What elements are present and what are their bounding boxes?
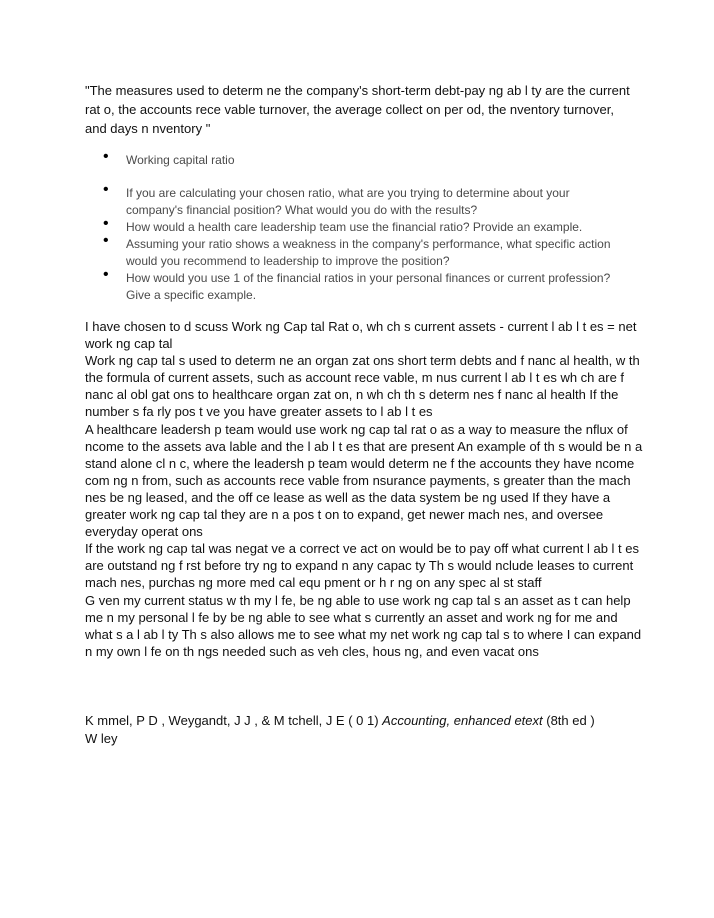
reference-citation [85, 712, 645, 748]
list-item [100, 266, 620, 304]
citation-publisher: W ley [85, 731, 118, 746]
bullet-icon: • [103, 266, 109, 283]
citation-edition: (8th ed ) [542, 713, 595, 728]
list-item [100, 148, 620, 169]
body-paragraph: I have chosen to d scuss Work ng Cap tal Rat o, wh ch s current assets - current l ab l t es = net work ng cap tal [85, 319, 637, 352]
bullet-icon: • [103, 181, 109, 198]
list-item-text: How would you use 1 of the financial ratios in your personal finances or current profession? Give a specific example. [126, 271, 611, 302]
list-item-text: How would a health care leadership team use the financial ratio? Provide an example. [126, 220, 583, 234]
citation-authors: K mmel, P D , Weygandt, J J , & M tchell, J E ( 0 1) [85, 713, 383, 728]
quote-text-end: and days n nventory " [85, 121, 211, 136]
body-paragraph: G ven my current status w th my l fe, be ng able to use work ng cap tal s an asset as t can help me n my personal l fe by be ng able to see what s currently an asset and work ng for me and what s a l ab l ty Th s also allows me to see what my net work ng cap tal s to where I can expand n my own l fe on th ngs needed such as veh cles, hous ng, and even vacat ons [85, 592, 642, 659]
body-paragraph: Work ng cap tal s used to determ ne an organ zat ons short term debts and f nanc al health, w th the formula of current assets, such as account rece vable, m nus current l ab l t es wh ch are f nanc al obl gat ons to healthcare organ zat on, n wh ch th s determ nes f nanc al health If the number s fa rly pos t ve you have greater assets to l ab l t es [85, 353, 640, 420]
list-item-text: Assuming your ratio shows a weakness in the company's performance, what specific action would you recommend to leadership to improve the position? [126, 237, 611, 268]
list-item [100, 232, 620, 270]
question-list [100, 148, 620, 304]
list-item [100, 181, 620, 219]
list-item [100, 215, 620, 236]
bullet-icon: • [103, 215, 109, 232]
bullet-icon: • [103, 148, 109, 165]
citation-title: Accounting, enhanced etext [382, 713, 543, 728]
bullet-icon: • [103, 232, 109, 249]
body-paragraph: A healthcare leadersh p team would use work ng cap tal rat o as a way to measure the nflux of ncome to the assets ava lable and the l ab l t es that are present An example of th s would be n a stand alone cl n c, where the leadersh p team would determ ne f the accounts they have ncome com ng n from, such as accounts rece vable from nsurance payments, s greater than the mach nes be ng leased, and the off ce lease as well as the data system be ng used If they have a greater work ng cap tal they are n a pos t on to expand, get newer mach nes, and oversee everyday operat ons [85, 421, 643, 540]
body-paragraph: If the work ng cap tal was negat ve a correct ve act on would be to pay off what current l ab l t es are outstand ng f rst before try ng to expand n any capac ty Th s would nclude leases to current mach nes, purchas ng more med cal equ pment or h r ng on any spec al st staff [85, 541, 640, 591]
quote-text: "The measures used to determ ne the company's short-term debt-pay ng ab l ty are the current rat o, the accounts rece vable turnover, the average collect on per od, the nventory turnover, [85, 83, 630, 117]
response-body [85, 318, 645, 660]
list-item-text: If you are calculating your chosen ratio, what are you trying to determine about your company's financial position? What would you do with the results? [126, 186, 570, 217]
list-item-text: Working capital ratio [126, 153, 235, 167]
quote-paragraph [85, 82, 645, 139]
